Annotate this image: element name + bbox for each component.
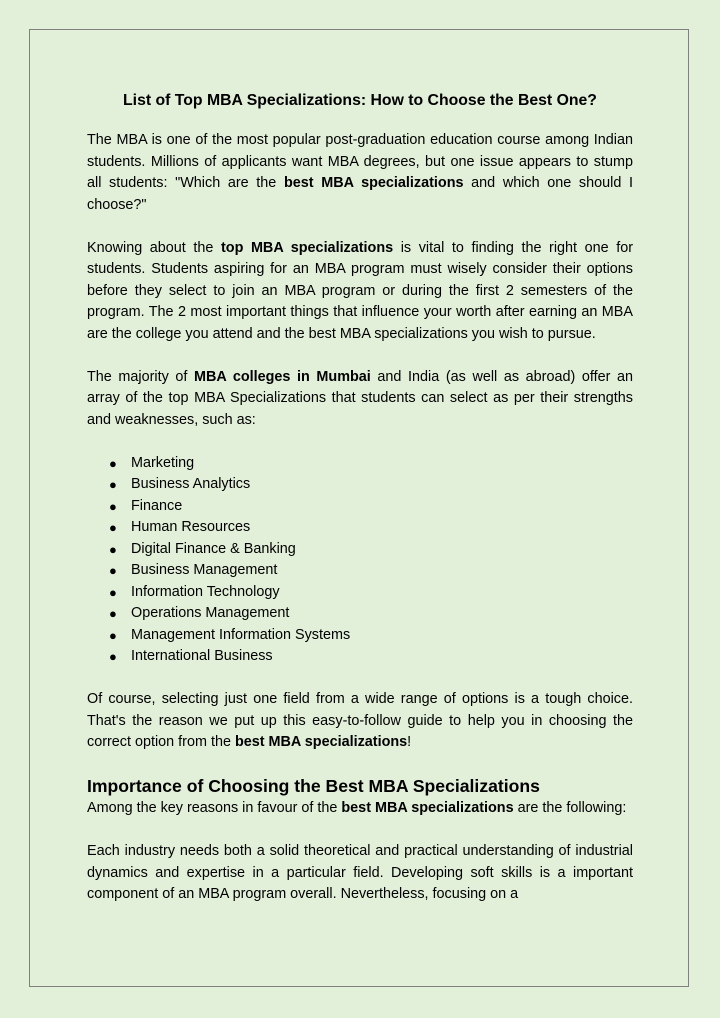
- list-item: [109, 517, 633, 539]
- knowing-text-end: is vital to finding the right one for students. Students aspiring for an MBA program must wisely consider their options before they select to join an MBA program or during the first 2 semesters of the program. The 2 most important things that influence your worth after earning an MBA are the college you attend and the best MBA specializations you wish to pursue.: [87, 239, 634, 342]
- list-item-label: Management Information Systems: [131, 626, 351, 643]
- bullet-icon: ●: [109, 627, 117, 643]
- list-item: [109, 582, 633, 604]
- document-title: List of Top MBA Specializations: How to Choose the Best One?: [123, 92, 597, 109]
- list-item: [109, 474, 633, 496]
- list-item-label: Business Analytics: [131, 476, 251, 492]
- list-item: [109, 646, 633, 668]
- knowing-paragraph: [87, 238, 633, 346]
- knowing-text: Knowing about the: [87, 239, 221, 256]
- document-body: [87, 90, 633, 906]
- list-item-label: Digital Finance & Banking: [131, 540, 296, 557]
- bullet-icon: ●: [109, 649, 117, 664]
- reasons-paragraph: [87, 798, 633, 820]
- list-item-label: Business Management: [131, 562, 278, 578]
- list-item: [109, 625, 633, 647]
- bullet-icon: ●: [109, 455, 117, 471]
- bullet-icon: ●: [109, 498, 117, 514]
- list-item: [109, 496, 633, 518]
- reasons-text: Among the key reasons in favour of the: [87, 800, 342, 816]
- list-item: [109, 603, 633, 625]
- choice-text-end: !: [407, 734, 412, 750]
- choice-text: Of course, selecting just one field from a wide range of options is a tough choice. That's the reason we put up this easy-to-follow guide to help you in choosing the correct option from the: [87, 691, 633, 750]
- list-item: [109, 560, 633, 582]
- knowing-bold-phrase: top MBA specializations: [220, 239, 394, 256]
- choice-paragraph: [87, 689, 633, 754]
- list-item-label: Operations Management: [131, 605, 290, 621]
- intro-text: The MBA is one of the most popular post-graduation education course among Indian students. Millions of applicants want MBA degrees, but one issue appears to stump all students: "Which are the: [87, 132, 633, 191]
- list-item: [109, 453, 633, 475]
- list-item-label: Finance: [131, 497, 183, 514]
- reasons-bold-phrase: best MBA specializations: [341, 800, 514, 816]
- colleges-bold-phrase: MBA colleges in Mumbai: [194, 368, 371, 385]
- intro-paragraph: [87, 130, 633, 216]
- list-item-label: Marketing: [131, 454, 195, 471]
- list-item-label: International Business: [131, 648, 273, 664]
- bullet-icon: ●: [109, 606, 117, 621]
- intro-bold-phrase: best MBA specializations: [283, 175, 464, 191]
- bullet-icon: ●: [109, 584, 117, 600]
- bullet-icon: ●: [109, 477, 117, 492]
- industry-paragraph: Each industry needs both a solid theoretical and practical understanding of industrial dynamics and expertise in a particular field. Developing soft skills is a important component of an MBA program overall. Nevertheless, focusing on a: [87, 843, 633, 902]
- reasons-text-end: are the following:: [513, 800, 627, 816]
- bullet-icon: ●: [109, 520, 117, 535]
- colleges-paragraph: [87, 367, 633, 432]
- bullet-icon: ●: [109, 541, 117, 557]
- intro-text-end: and which one should I choose?": [87, 175, 633, 213]
- choice-bold-phrase: best MBA specializations: [234, 734, 408, 750]
- list-item-label: Information Technology: [131, 583, 280, 600]
- section-heading: Importance of Choosing the Best MBA Specializations: [87, 776, 540, 796]
- colleges-text: The majority of: [87, 368, 194, 385]
- bullet-icon: ●: [109, 563, 117, 578]
- colleges-text-end: and India (as well as abroad) offer an array of the top MBA Specializations that students can select as per their strengths and weaknesses, such as:: [87, 368, 634, 428]
- list-item: [109, 539, 633, 561]
- list-item-label: Human Resources: [131, 519, 251, 535]
- specializations-list: [87, 453, 633, 668]
